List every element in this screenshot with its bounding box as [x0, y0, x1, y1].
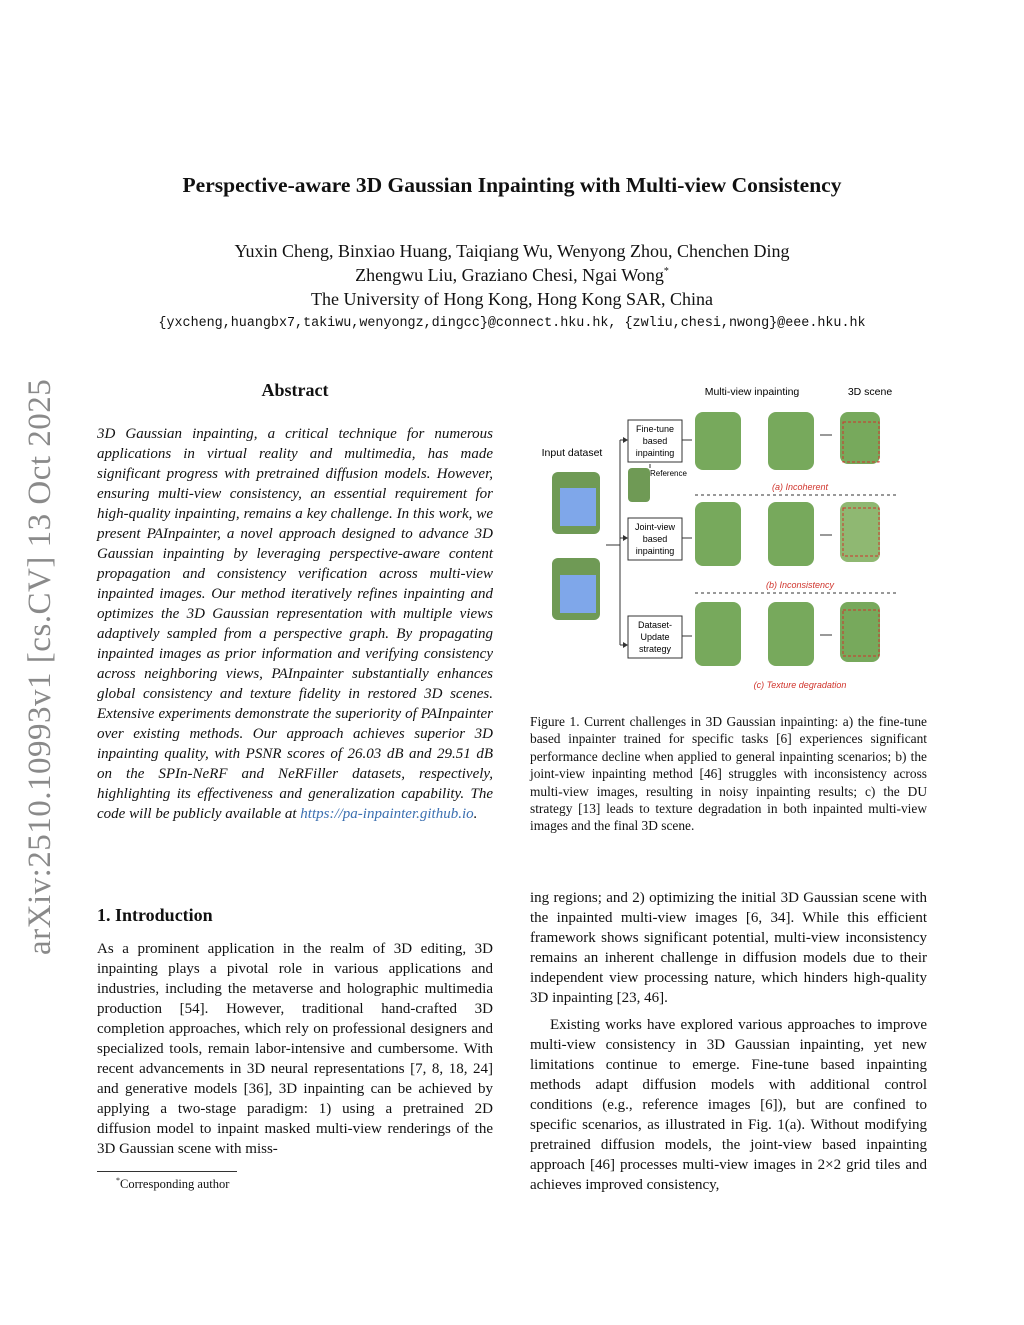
box-fine-tune: [628, 420, 682, 462]
author-emails: {yxcheng,huangbx7,takiwu,wenyongz,dingcc}@connect.hku.hk, {zwliu,chesi,nwong}@eee.hku.hk: [158, 316, 866, 331]
box-joint-view: [628, 518, 682, 560]
row-a-images: [695, 412, 880, 470]
intro-paragraph-1: As a prominent application in the realm of 3D editing, 3D inpainting plays a pivotal role in various applications and industries, including the metaverse and holographic multimedia production [54]. However, traditional hand-crafted 3D completion approaches, which rely on professional designers and specialized tools, remain labor-intensive and cumbersome. With recent advancements in 3D neural representations [7, 8, 18, 24] and generative models [36], 3D inpainting can be achieved by applying a two-stage paradigm: 1) using a pretrained 2D diffusion model to inpaint masked multi-view renderings of the 3D Gaussian scene with miss-: [97, 941, 493, 1157]
row-b-images: [695, 502, 880, 566]
input-chair-image-2: [552, 558, 600, 620]
paper-title: Perspective-aware 3D Gaussian Inpainting with Multi-view Consistency: [182, 173, 842, 197]
arxiv-identifier: arXiv:2510.10993v1 [cs.CV] 13 Oct 2025: [22, 378, 58, 955]
affiliation: The University of Hong Kong, Hong Kong SAR, China: [311, 289, 713, 309]
svg-text:inpainting: inpainting: [635, 448, 675, 458]
fig-label-texture-degradation: (c) Texture degradation: [753, 680, 847, 690]
footnote-divider: [97, 1171, 237, 1172]
svg-text:strategy: strategy: [638, 644, 672, 654]
fig-label-multi-view: Multi-view inpainting: [704, 386, 800, 398]
abstract-text: 3D Gaussian inpainting, a critical technique for numerous applications in virtual reality and multimedia, has made significant progress with pretrained diffusion models. However, ensuring multi-view consistency, an essential requirement for high-quality inpainting, remains a key challenge. In this work, we present PAInpainter, a novel approach designed to advance 3D Gaussian inpainting by leveraging perspective-aware content propagation and consistency verification across multi-view inpainted images. Our method iteratively refines inpainting and optimizes the 3D Gaussian representation with multiple views adaptively sampled from a perspective graph. By propagating inpainted images as prior information and verifying consistency across neighboring views, PAInpainter substantially enhances global consistency and texture fidelity in restored 3D scenes. Extensive experiments demonstrate the superiority of PAInpainter over existing methods. Our approach achieves superior 3D inpainting quality, with PSNR scores of 26.03 dB and 29.51 dB on the SPIn-NeRF and NeRFiller datasets, respectively, highlighting its effectiveness and generalization capability. The code will be publicly available at https://pa-inpainter.github.io.: [97, 426, 493, 822]
authors-line-2: Zhengwu Liu, Graziano Chesi, Ngai Wong*: [355, 265, 669, 285]
svg-text:based: based: [642, 534, 668, 544]
fig-label-incoherent: (a) Incoherent: [771, 482, 829, 492]
svg-text:based: based: [642, 436, 668, 446]
project-link[interactable]: https://pa-inpainter.github.io: [300, 806, 474, 822]
section-heading-introduction: 1. Introduction: [97, 905, 213, 925]
fig-label-inconsistency: (b) Inconsistency: [765, 580, 835, 590]
footnote: *Corresponding author: [116, 1176, 230, 1192]
svg-text:Update: Update: [640, 632, 670, 642]
right-paragraph-1: ing regions; and 2) optimizing the initial 3D Gaussian scene with the inpainted multi-view images [6, 34]. While this efficient framework shows significant potential, multi-view inconsistency remains an inherent challenge in diffusion models due to their independent view processing nature, which hinders high-quality 3D inpainting [23, 46].: [530, 890, 927, 1006]
svg-text:Fine-tune: Fine-tune: [635, 424, 675, 434]
right-paragraph-2: Existing works have explored various approaches to improve multi-view consistency in 3D Gaussian inpainting, yet new limitations continue to emerge. Fine-tune based inpainting methods adapt diffusion models with additional control conditions (e.g., reference images [6]), but are confined to specific scenarios, as illustrated in Fig. 1(a). Without modifying pretrained diffusion models, the joint-view based inpainting approach [46] processes multi-view images in 2×2 grid tiles and achieves improved consistency,: [530, 1017, 927, 1193]
figure-1: [530, 380, 930, 695]
abstract-heading: Abstract: [261, 380, 329, 400]
row-c-images: [695, 602, 880, 666]
box-dataset-update: [628, 616, 682, 658]
authors-line-1: Yuxin Cheng, Binxiao Huang, Taiqiang Wu, Wenyong Zhou, Chenchen Ding: [234, 241, 790, 261]
fig-label-input-dataset: Input dataset: [541, 447, 603, 459]
svg-text:Dataset-: Dataset-: [637, 620, 673, 630]
fig-label-3d-scene: 3D scene: [847, 386, 893, 398]
figure-1-caption: Figure 1. Current challenges in 3D Gaussian inpainting: a) the fine-tune based inpainter trained for specific tasks [6] experiences significant performance decline when applied to general inpainting scenarios; b) the joint-view inpainting method [46] struggles with inconsistency across multi-view images, resulting in noisy inpainting results; c) the DU strategy [13] leads to texture degradation in both inpainted multi-view images and the final 3D scene.: [530, 714, 927, 834]
svg-text:Joint-view: Joint-view: [634, 522, 676, 532]
svg-text:inpainting: inpainting: [635, 546, 675, 556]
fig-label-reference: Reference: [650, 469, 687, 478]
reference-chair-image: [628, 468, 650, 502]
input-chair-image-1: [552, 472, 600, 534]
